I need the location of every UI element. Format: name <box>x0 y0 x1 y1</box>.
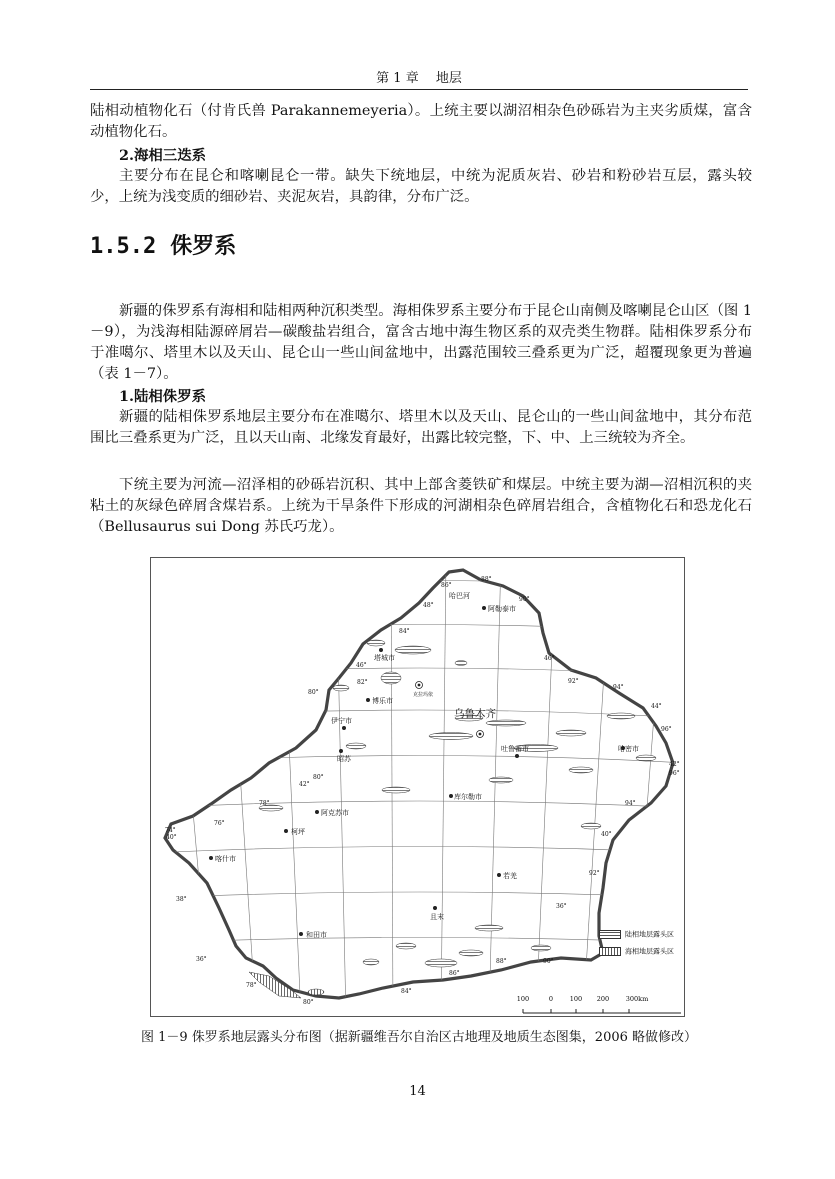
degree-label: 38° <box>176 896 187 903</box>
degree-label: 74° <box>165 827 176 834</box>
city-label-aksu: 阿克苏市 <box>321 809 349 817</box>
city-label-karamay: 克拉玛依 <box>413 692 434 698</box>
city-label-qiemo: 且末 <box>430 913 444 921</box>
degree-label: 36° <box>556 903 567 910</box>
degree-label: 76° <box>214 820 225 827</box>
degree-label: 94° <box>625 800 636 807</box>
degree-label: 84° <box>399 628 410 635</box>
header-rule <box>90 89 748 90</box>
degree-label: 80° <box>303 999 314 1006</box>
section-number: 1.5.2 <box>90 234 157 259</box>
degree-label: 80° <box>313 774 324 781</box>
figure-caption: 图 1－9 侏罗系地层露头分布图（据新疆维吾尔自治区古地理及地质生态图集，2006 略做修改） <box>140 1030 698 1045</box>
degree-label: 48° <box>423 602 434 609</box>
city-label-hami: 哈密市 <box>618 745 639 753</box>
city-label-kalpin: 柯坪 <box>291 828 305 836</box>
city-label-urumqi: 乌鲁木齐 <box>454 708 496 720</box>
city-label-bole: 博乐市 <box>372 697 393 705</box>
scale-label: 300km <box>625 995 649 1003</box>
degree-label: 36° <box>196 956 207 963</box>
degree-label: 82° <box>357 679 368 686</box>
degree-label: 90° <box>519 596 530 603</box>
section-heading <box>90 232 236 261</box>
paragraph-stratigraphy: 下统主要为河流—沼泽相的砂砾岩沉积、其中上部含菱铁矿和煤层。中统主要为湖—沼相沉积的夹粘土的灰绿色碎屑含煤岩系。上统为干旱条件下形成的河湖相杂色碎屑岩组合，含植物化石和恐龙化石（Bellusaurus sui Dong 苏氏巧龙）。 <box>90 477 752 535</box>
section-title: 侏罗系 <box>170 233 237 259</box>
legend-marine <box>599 947 674 957</box>
degree-label: 80° <box>308 689 319 696</box>
paragraph-jurassic-intro: 新疆的侏罗系有海相和陆相两种沉积类型。海相侏罗系主要分布于昆仑山南侧及喀喇昆仑山区（图 1－9），为浅海相陆源碎屑岩—碳酸盐岩组合，富含古地中海生物区系的双壳类生物群。陆相侏罗系分布于准噶尔、塔里木以及天山、昆仑山一些山间盆地中，出露范围较三叠系更为广泛，超覆现象更为普遍（表 1－7）。 <box>90 303 752 382</box>
paragraph-marine-triassic: 主要分布在昆仑和喀喇昆仑一带。缺失下统地层，中统为泥质灰岩、砂岩和粉砂岩互层，露头较少，上统为浅变质的细砂岩、夹泥灰岩，具韵律，分布广泛。 <box>90 168 752 205</box>
city-label-zhaosu: 昭苏 <box>337 755 351 763</box>
paragraph-terrestrial-distribution: 新疆的陆相侏罗系地层主要分布在准噶尔、塔里木以及天山、昆仑山的一些山间盆地中，其分布范围比三叠系更为广泛，且以天山南、北缘发育最好，出露比较完整，下、中、上三统较为齐全。 <box>90 409 752 446</box>
scale-label: 100 <box>516 995 530 1003</box>
city-label-yining: 伊宁市 <box>331 717 352 725</box>
marine-swatch-icon <box>599 947 621 956</box>
degree-label: 40° <box>601 831 612 838</box>
degree-label: 46° <box>356 662 367 669</box>
degree-label: 42° <box>299 781 310 788</box>
city-label-ruoqiang: 若羌 <box>503 872 517 880</box>
scale-label: 0 <box>548 995 554 1003</box>
city-label-tacheng: 塔城市 <box>374 654 395 662</box>
city-label-kashgar: 喀什市 <box>215 855 236 863</box>
degree-label: 42° <box>669 761 680 768</box>
degree-label: 96° <box>661 726 672 733</box>
city-label-altay: 阿勒泰市 <box>488 605 516 613</box>
city-label-hotan: 和田市 <box>306 931 327 939</box>
legend-terrestrial-label: 陆相地层露头区 <box>625 930 674 939</box>
degree-label: 88° <box>496 958 507 965</box>
legend-terrestrial <box>599 930 674 940</box>
degree-label: 78° <box>259 800 270 807</box>
scale-label: 200 <box>596 995 610 1003</box>
degree-label: 84° <box>401 988 412 995</box>
page-number: 14 <box>409 1084 426 1099</box>
degree-label: 92° <box>589 870 600 877</box>
degree-label: 96° <box>669 770 680 777</box>
degree-label: 44° <box>651 703 662 710</box>
degree-label: 90° <box>543 958 554 965</box>
city-label-turpan: 吐鲁番市 <box>501 745 529 753</box>
figure-map <box>150 557 685 1017</box>
degree-label: 40° <box>166 834 177 841</box>
degree-label: 88° <box>481 576 492 583</box>
terrestrial-swatch-icon <box>599 930 621 939</box>
scale-bar <box>523 1009 681 1013</box>
subheading-marine-triassic: 2.海相三迭系 <box>119 147 206 164</box>
city-label-korla: 库尔勒市 <box>454 793 482 801</box>
degree-label: 86° <box>441 582 452 589</box>
degree-label: 46° <box>544 655 555 662</box>
degree-label: 94° <box>613 684 624 691</box>
legend-marine-label: 海相地层露头区 <box>625 947 674 956</box>
page-header: 第 1 章 地层 <box>376 71 462 86</box>
city-label-habahe: 哈巴河 <box>449 592 470 600</box>
degree-label: 78° <box>246 982 257 989</box>
degree-label: 92° <box>568 678 579 685</box>
scale-label: 100 <box>569 995 583 1003</box>
paragraph-continuation: 陆相动植物化石（付肯氏兽 Parakannemeyeria）。上统主要以湖沼相杂色砂砾岩为主夹劣质煤，富含动植物化石。 <box>90 103 752 140</box>
xinjiang-boundary <box>165 570 673 998</box>
subheading-terrestrial-jurassic: 1.陆相侏罗系 <box>119 388 206 405</box>
city-markers <box>209 606 624 935</box>
degree-label: 86° <box>449 970 460 977</box>
